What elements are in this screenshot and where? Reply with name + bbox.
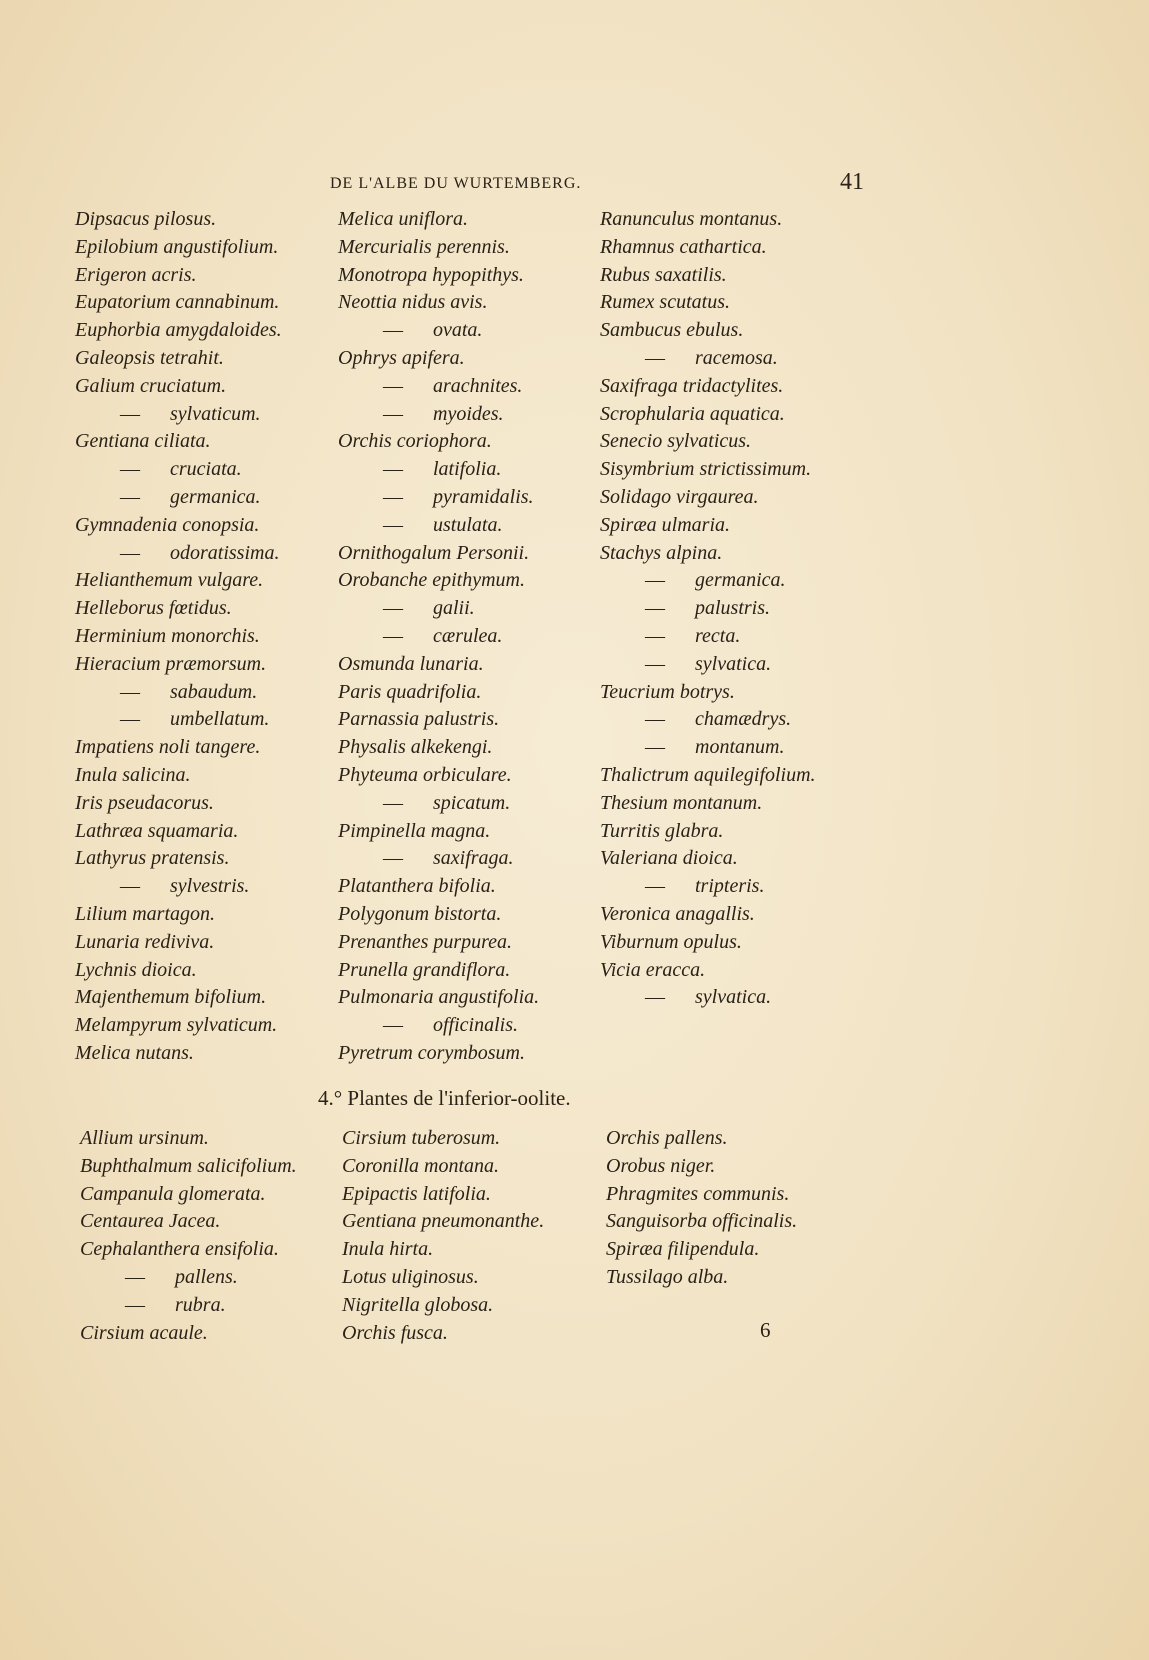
species-name: ovata. [433,319,483,342]
species-entry-sub [338,845,539,873]
species-entry-sub [75,873,282,901]
species-entry: Cirsium tuberosum. [342,1127,501,1149]
ditto-dash: — [383,847,403,870]
species-entry: Coronilla montana. [342,1154,500,1177]
species-entry-sub [600,984,816,1012]
ditto-dash: — [120,402,140,425]
species-name: cruciata. [170,458,242,481]
ditto-dash: — [383,513,403,536]
species-name: odoratissima. [170,541,280,564]
species-entry: Teucrium botrys. [600,680,735,703]
species-entry: Orchis coriophora. [338,430,492,453]
species-entry: Turritis glabra. [600,819,724,842]
species-entry: Ophrys apifera. [338,346,465,369]
species-name: arachnites. [433,374,523,397]
species-entry: Orchis pallens. [606,1127,728,1149]
ditto-dash: — [645,652,665,675]
species-entry: Campanula glomerata. [80,1182,266,1205]
ditto-dash: — [645,875,665,898]
ditto-dash: — [645,736,665,759]
species-entry-sub [600,345,816,373]
species-entry: Majenthemum bifolium. [75,986,267,1009]
species-name: sabaudum. [170,680,258,703]
species-name: recta. [695,624,741,647]
species-entry: Buphthalmum salicifolium. [80,1154,297,1177]
species-name: sylvaticum. [170,402,261,425]
species-name: racemosa. [695,346,778,369]
species-entry-sub [80,1264,297,1292]
species-name: rubra. [175,1293,226,1316]
species-entry-sub [600,651,816,679]
running-head: DE L'ALBE DU WURTEMBERG. [330,175,582,192]
species-entry: Dipsacus pilosus. [75,208,217,230]
species-entry-sub [600,873,816,901]
ditto-dash: — [645,624,665,647]
species-name: myoides. [433,402,504,425]
species-entry: Pyretrum corymbosum. [338,1041,526,1064]
ditto-dash: — [120,680,140,703]
species-entry: Gentiana pneumonanthe. [342,1210,545,1233]
species-entry-sub [338,373,539,401]
species-name: palustris. [695,597,771,620]
species-entry: Melica uniflora. [338,208,468,230]
species-entry: Spiræa ulmaria. [600,513,731,536]
species-entry: Centaurea Jacea. [80,1210,221,1233]
species-entry: Vicia eracca. [600,958,706,981]
species-entry: Prenanthes purpurea. [338,930,513,953]
species-column-3 [600,206,816,1012]
ditto-dash: — [120,458,140,481]
ditto-dash: — [120,708,140,731]
ditto-dash: — [120,485,140,508]
species-name: chamædrys. [695,708,792,731]
ditto-dash: — [120,541,140,564]
ditto-dash: — [645,569,665,592]
ditto-dash: — [383,624,403,647]
species-entry: Rhamnus cathartica. [600,235,767,258]
ditto-dash: — [645,346,665,369]
species-entry: Orchis fusca. [342,1321,448,1344]
species-entry: Gymnadenia conopsia. [75,513,260,536]
species-entry: Polygonum bistorta. [338,902,502,925]
species-name: pyramidalis. [433,485,534,508]
species-entry-sub [600,623,816,651]
species-name: germanica. [170,485,261,508]
species-name: latifolia. [433,458,502,481]
species-entry: Valeriana dioica. [600,847,738,870]
species-entry: Lathyrus pratensis. [75,847,230,870]
species-entry: Lotus uliginosus. [342,1265,479,1288]
species-entry: Herminium monorchis. [75,624,260,647]
ditto-dash: — [383,374,403,397]
species-entry: Pulmonaria angustifolia. [338,986,540,1009]
species-name: tripteris. [695,875,765,898]
species-column-2 [338,206,539,1068]
species-entry: Ornithogalum Personii. [338,541,530,564]
species-entry: Lunaria rediviva. [75,930,215,953]
species-entry-sub [75,706,282,734]
species-entry-sub [75,456,282,484]
species-entry: Cephalanthera ensifolia. [80,1238,279,1261]
species-entry: Eupatorium cannabinum. [75,291,280,314]
species-entry-sub [338,317,539,345]
species-entry-sub [600,595,816,623]
page-header [0,169,1149,202]
species-entry: Sambucus ebulus. [600,319,744,342]
ditto-dash: — [383,485,403,508]
species-entry: Helleborus fœtidus. [75,597,232,620]
species-entry: Pimpinella magna. [338,819,491,842]
species-entry: Mercurialis perennis. [338,235,510,258]
species-entry-sub [338,484,539,512]
species-name: galii. [433,597,475,620]
species-name: saxifraga. [433,847,514,870]
species-column-1 [75,206,282,1068]
species-entry: Galeopsis tetrahit. [75,346,224,369]
species-entry: Tussilago alba. [606,1265,729,1288]
oolite-column-2 [342,1125,544,1347]
ditto-dash: — [120,875,140,898]
species-entry-sub [338,456,539,484]
species-entry-sub [75,484,282,512]
species-entry: Erigeron acris. [75,263,197,286]
species-entry-sub [75,540,282,568]
species-entry: Senecio sylvaticus. [600,430,752,453]
species-entry: Euphorbia amygdaloides. [75,319,282,342]
species-entry: Inula salicina. [75,763,191,786]
species-entry: Monotropa hypopithys. [338,263,524,286]
species-entry: Thesium montanum. [600,791,763,814]
species-entry: Stachys alpina. [600,541,723,564]
species-entry: Saxifraga tridactylites. [600,374,784,397]
species-entry: Cirsium acaule. [80,1321,208,1344]
species-entry: Parnassia palustris. [338,708,500,731]
signature-mark: 6 [760,1318,771,1342]
species-entry: Helianthemum vulgare. [75,569,264,592]
species-name: pallens. [175,1265,238,1288]
species-entry: Galium cruciatum. [75,374,227,397]
species-entry: Iris pseudacorus. [75,791,214,814]
species-entry: Orobanche epithymum. [338,569,525,592]
ditto-dash: — [645,708,665,731]
species-entry: Sanguisorba officinalis. [606,1210,798,1233]
species-entry-sub [75,401,282,429]
species-name: cærulea. [433,624,503,647]
ditto-dash: — [383,319,403,342]
species-entry: Solidago virgaurea. [600,485,759,508]
ditto-dash: — [383,402,403,425]
species-entry: Viburnum opulus. [600,930,742,953]
species-entry: Sisymbrium strictissimum. [600,458,812,481]
species-entry-sub [338,401,539,429]
species-entry: Scrophularia aquatica. [600,402,785,425]
ditto-dash: — [383,791,403,814]
species-entry-sub [80,1292,297,1320]
species-entry-sub [338,512,539,540]
species-entry: Orobus niger. [606,1154,716,1177]
species-name: sylvatica. [695,652,772,675]
species-entry-sub [338,623,539,651]
ditto-dash: — [645,597,665,620]
ditto-dash: — [383,1014,403,1037]
species-entry-sub [600,734,816,762]
species-entry: Lychnis dioica. [75,958,197,981]
species-entry: Gentiana ciliata. [75,430,211,453]
species-entry-sub [75,679,282,707]
page-number: 41 [840,169,864,195]
species-entry: Paris quadrifolia. [338,680,482,703]
species-entry-sub [338,595,539,623]
species-entry: Melampyrum sylvaticum. [75,1014,278,1037]
species-name: germanica. [695,569,786,592]
species-name: officinalis. [433,1014,518,1037]
species-entry: Inula hirta. [342,1238,434,1261]
species-entry: Prunella grandiflora. [338,958,511,981]
species-entry: Neottia nidus avis. [338,291,488,314]
species-name: montanum. [695,736,785,759]
species-entry: Lilium martagon. [75,902,216,925]
species-entry-sub [600,706,816,734]
species-entry: Platanthera bifolia. [338,875,496,898]
species-entry: Hieracium præmorsum. [75,652,267,675]
species-entry: Physalis alkekengi. [338,736,493,759]
species-entry: Osmunda lunaria. [338,652,484,675]
species-name: ustulata. [433,513,503,536]
species-name: umbellatum. [170,708,270,731]
species-entry: Epilobium angustifolium. [75,235,279,258]
species-entry: Phragmites communis. [606,1182,790,1205]
ditto-dash: — [125,1265,145,1288]
section-heading: 4.° Plantes de l'inferior-oolite. [318,1086,571,1110]
ditto-dash: — [645,986,665,1009]
species-name: sylvestris. [170,875,250,898]
oolite-column-1 [80,1125,297,1347]
species-entry: Rumex scutatus. [600,291,730,314]
species-entry: Ranunculus montanus. [600,208,783,230]
oolite-column-3 [606,1125,797,1292]
species-entry: Epipactis latifolia. [342,1182,491,1205]
species-name: sylvatica. [695,986,772,1009]
species-entry: Nigritella globosa. [342,1293,494,1316]
species-entry: Lathræa squamaria. [75,819,239,842]
ditto-dash: — [383,458,403,481]
species-entry-sub [600,567,816,595]
species-entry: Veronica anagallis. [600,902,755,925]
species-entry: Rubus saxatilis. [600,263,727,286]
ditto-dash: — [383,597,403,620]
species-entry-sub [338,790,539,818]
species-entry: Melica nutans. [75,1041,194,1064]
species-entry: Allium ursinum. [80,1127,209,1149]
species-entry-sub [338,1012,539,1040]
species-entry: Impatiens noli tangere. [75,736,261,759]
species-name: spicatum. [433,791,511,814]
species-entry: Spiræa filipendula. [606,1238,760,1261]
species-entry: Phyteuma orbiculare. [338,763,512,786]
ditto-dash: — [125,1293,145,1316]
species-entry: Thalictrum aquilegifolium. [600,763,816,786]
